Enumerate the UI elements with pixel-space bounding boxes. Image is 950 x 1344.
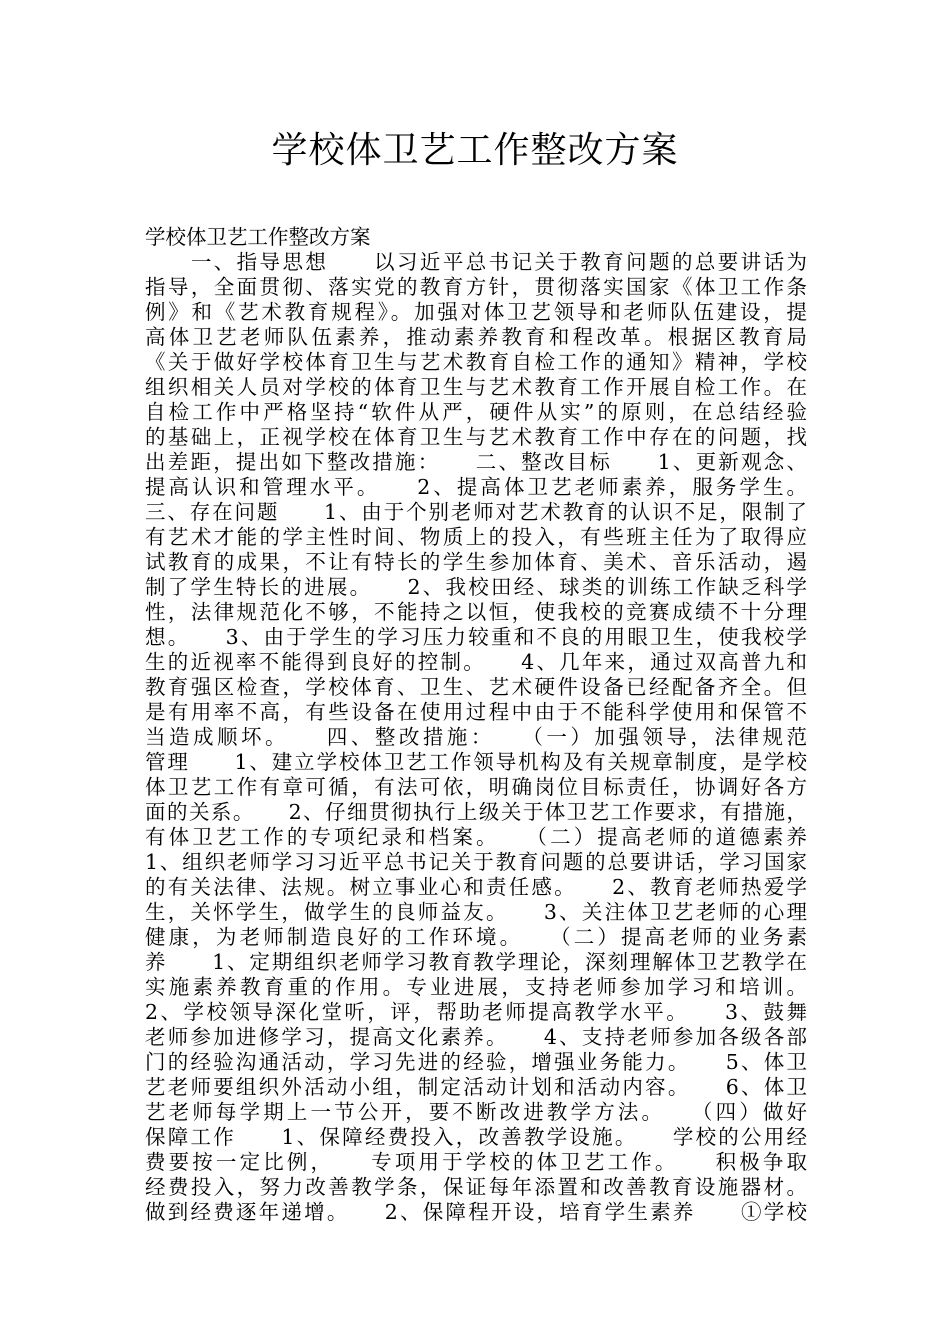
body-text-line: 的有关法律、法规。树立事业心和责任感。 2、教育老师热爱学 bbox=[145, 875, 807, 899]
body-text-line: 艺老师每学期上一节公开，要不断改进教学方法。 （四）做好 bbox=[145, 1100, 807, 1124]
body-text-line: 有艺术才能的学主性时间、物质上的投入，有些班主任为了取得应 bbox=[145, 525, 807, 549]
body-text-line: 性，法律规范化不够，不能持之以恒，使我校的竞赛成绩不十分理 bbox=[145, 600, 807, 624]
body-text-line: 学校体卫艺工作整改方案 bbox=[145, 225, 371, 249]
body-text-line: 门的经验沟通活动，学习先进的经验，增强业务能力。 5、体卫 bbox=[145, 1050, 807, 1074]
body-text-line: 组织相关人员对学校的体育卫生与艺术教育工作开展自检工作。在 bbox=[145, 375, 807, 399]
body-text-line: 老师参加进修学习，提高文化素养。 4、支持老师参加各级各部 bbox=[145, 1025, 807, 1049]
body-text-line: 高体卫艺老师队伍素养，推动素养教育和程改革。根据区教育局 bbox=[145, 325, 807, 349]
document-title: 学校体卫艺工作整改方案 bbox=[271, 130, 679, 171]
document-body bbox=[145, 225, 807, 1225]
body-text-line: 当造成顺坏。 四、整改措施： （一）加强领导，法律规范 bbox=[145, 725, 807, 749]
body-text-line: 费要按一定比例， 专项用于学校的体卫艺工作。 积极争取 bbox=[145, 1150, 807, 1174]
body-text-line: 体卫艺工作有章可循，有法可依，明确岗位目标责任，协调好各方 bbox=[145, 775, 807, 799]
body-text-line: 实施素养教育重的作用。专业进展，支持老师参加学习和培训。 bbox=[145, 975, 807, 999]
body-text-line: 自检工作中严格坚持“软件从严，硬件从实”的原则，在总结经验 bbox=[145, 400, 807, 424]
body-text-line: 出差距，提出如下整改措施： 二、整改目标 1、更新观念、 bbox=[145, 450, 807, 474]
body-text-line: 养 1、定期组织老师学习教育教学理论，深刻理解体卫艺教学在 bbox=[145, 950, 807, 974]
body-text-line: 保障工作 1、保障经费投入，改善教学设施。 学校的公用经 bbox=[145, 1125, 807, 1149]
body-text-line: 三、存在问题 1、由于个别老师对艺术教育的认识不足，限制了 bbox=[145, 500, 807, 524]
body-text-line: 《关于做好学校体育卫生与艺术教育自检工作的通知》精神，学校 bbox=[145, 350, 807, 374]
body-text-line: 生，关怀学生，做学生的良师益友。 3、关注体卫艺老师的心理 bbox=[145, 900, 807, 924]
body-text-line: 一、指导思想 以习近平总书记关于教育问题的总要讲话为 bbox=[145, 250, 807, 274]
body-text-line: 提高认识和管理水平。 2、提高体卫艺老师素养，服务学生。 bbox=[145, 475, 807, 499]
body-text-line: 试教育的成果，不让有特长的学生参加体育、美术、音乐活动，遏 bbox=[145, 550, 807, 574]
body-text-line: 想。 3、由于学生的学习压力较重和不良的用眼卫生，使我校学 bbox=[145, 625, 807, 649]
body-text-line: 教育强区检查，学校体育、卫生、艺术硬件设备已经配备齐全。但 bbox=[145, 675, 807, 699]
body-text-line: 指导，全面贯彻、落实党的教育方针，贯彻落实国家《体卫工作条 bbox=[145, 275, 807, 299]
body-text-line: 的基础上，正视学校在体育卫生与艺术教育工作中存在的问题，找 bbox=[145, 425, 807, 449]
body-text-line: 面的关系。 2、仔细贯彻执行上级关于体卫艺工作要求，有措施， bbox=[145, 800, 807, 824]
body-text-line: 健康，为老师制造良好的工作环境。 （二）提高老师的业务素 bbox=[145, 925, 807, 949]
body-text-line: 有体卫艺工作的专项纪录和档案。 （二）提高老师的道德素养 bbox=[145, 825, 807, 849]
body-text-line: 管理 1、建立学校体卫艺工作领导机构及有关规章制度，是学校 bbox=[145, 750, 807, 774]
body-text-line: 制了学生特长的进展。 2、我校田经、球类的训练工作缺乏科学 bbox=[145, 575, 807, 599]
body-text-line: 1、组织老师学习习近平总书记关于教育问题的总要讲话，学习国家 bbox=[145, 850, 807, 874]
body-text-line: 2、学校领导深化堂听，评，帮助老师提高教学水平。 3、鼓舞 bbox=[145, 1000, 807, 1024]
body-text-line: 艺老师要组织外活动小组，制定活动计划和活动内容。 6、体卫 bbox=[145, 1075, 807, 1099]
body-text-line: 生的近视率不能得到良好的控制。 4、几年来，通过双高普九和 bbox=[145, 650, 807, 674]
body-text-line: 例》和《艺术教育规程》。加强对体卫艺领导和老师队伍建设，提 bbox=[145, 300, 807, 324]
body-text-line: 做到经费逐年递增。 2、保障程开设，培育学生素养 ①学校 bbox=[145, 1200, 807, 1224]
body-text-line: 是有用率不高，有些设备在使用过程中由于不能科学使用和保管不 bbox=[145, 700, 807, 724]
body-text-line: 经费投入，努力改善教学条，保证每年添置和改善教育设施器材。 bbox=[145, 1175, 807, 1199]
